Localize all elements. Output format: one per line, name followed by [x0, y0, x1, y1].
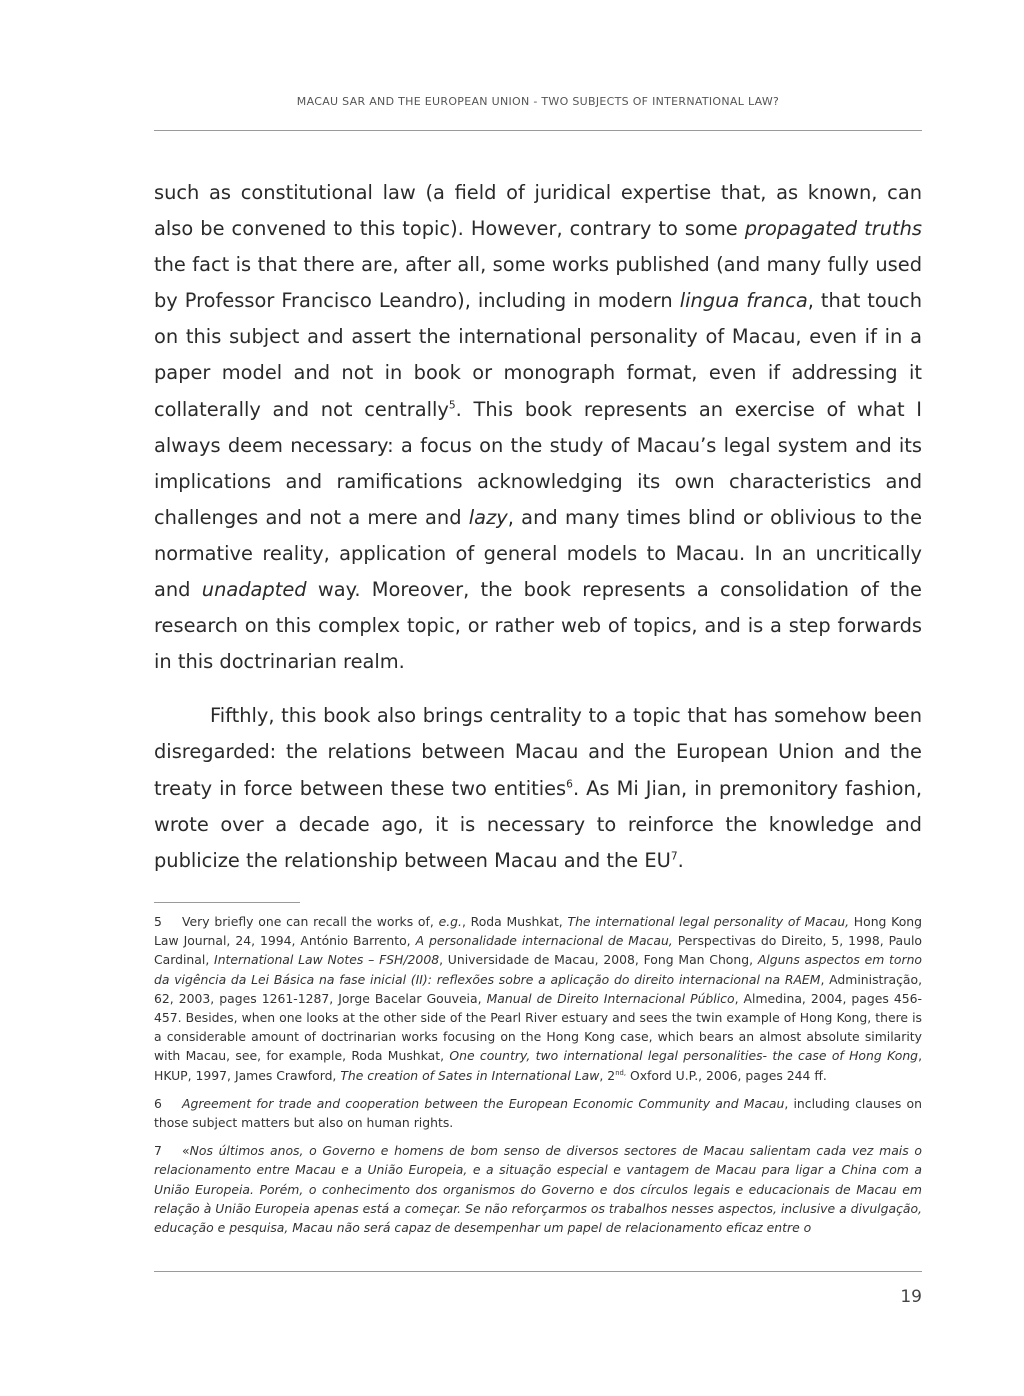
italic-text: Alguns aspectos em torno da vigência da Lei Básica na fase inicial (II): reflexões sobre a aplicação do direito internacional na RAEM: [154, 952, 923, 987]
main-text: [154, 175, 922, 879]
footnote-ref: 7: [670, 849, 678, 863]
text-run: Hong Kong Law Journal, 24, 1994, António Barrento,: [154, 914, 922, 949]
text-run: , Administração, 62, 2003, pages 1261-1287, Jorge Bacelar Gouveia,: [154, 971, 923, 1006]
italic-text: The creation of Sates in International Law: [340, 1067, 600, 1083]
italic-text: One country, two international legal personalities- the case of Hong Kong: [449, 1048, 919, 1064]
italic-text: Nos últimos anos, o Governo e homens de bom senso de diversos sectores de Macau salientam cada vez mais o relacionamento entre Macau e a União Europeia, e a situação especial e vantagem de Macau para ligar a China com a União Europeia. Porém, o conhecimento dos organismos do Governo e dos círculos legais e educacionais de Macau em relação à União Europeia apenas está a começar. Se não reforçarmos os trabalhos nesses aspectos, inclusive a divulgação, educação e pesquisa, Macau não será capaz de desempenhar um papel de relacionamento eficaz entre o: [154, 1143, 922, 1236]
footnote-separator: [154, 902, 300, 903]
italic-text: Manual de Direito Internacional Público: [486, 990, 735, 1006]
text-run: way. Moreover, the book represents a consolidation of the research on this complex topic, or rather web of topics, and is a step forwards in this doctrinarian realm.: [154, 578, 922, 674]
text-run: , including clauses on those subject matters but also on human rights.: [154, 1095, 922, 1131]
text-run: , that touch on this subject and assert the international personality of Macau, even if in a paper model and not in book or monograph format, even if addressing it collaterally and not centrally: [154, 289, 922, 421]
text-run: , Universidade de Macau, 2008, Fong Man Chong,: [439, 952, 758, 968]
footnote-5: [154, 912, 922, 1085]
footnote-number: 7: [154, 1143, 162, 1159]
italic-text: e.g.: [438, 914, 462, 929]
running-header: MACAU SAR AND THE EUROPEAN UNION - TWO SUBJECTS OF INTERNATIONAL LAW?: [296, 95, 780, 108]
text-run: Perspectivas do Direito, 5, 1998, Paulo Cardinal,: [154, 933, 922, 968]
text-run: Oxford U.P., 2006, pages 244 ff.: [626, 1067, 827, 1083]
text-run: «: [182, 1143, 190, 1159]
footnote-number: 5: [154, 914, 162, 929]
text-run: . This book represents an exercise of what I always deem necessary: a focus on the study of Macau’s legal system and its implications and ramifications acknowledging its own characteristics and challenges and not a mere and: [154, 397, 922, 529]
italic-text: A personalidade internacional de Macau,: [415, 933, 673, 949]
italic-text: International Law Notes – FSH/2008: [214, 952, 440, 968]
footnotes: [154, 912, 922, 1237]
italic-text: The international legal personality of Macau,: [567, 914, 850, 929]
footnote-ref: 5: [448, 398, 456, 412]
body-paragraph-2: [154, 698, 922, 878]
page-number: 19: [900, 1287, 922, 1307]
italic-text: lingua franca: [679, 289, 808, 313]
text-run: Very briefly one can recall the works of,: [182, 914, 439, 929]
body-paragraph-1: [154, 175, 922, 680]
footnote-6: [154, 1094, 922, 1132]
text-run: , 2: [599, 1067, 616, 1083]
text-run: .: [677, 848, 684, 872]
text-run: such as constitutional law (a field of juridical expertise that, as known, can also be convened to this topic). However, contrary to some: [154, 181, 922, 241]
footnote-ref: nd,: [615, 1068, 626, 1077]
footnote-number: 6: [154, 1095, 162, 1111]
text-run: , HKUP, 1997, James Crawford,: [154, 1048, 923, 1083]
text-run: , Almedina, 2004, pages 456-457. Besides, when one looks at the other side of the Pearl River estuary and sees the twin example of Hong Kong, there is a considerable amount of doctrinarian works focusing on the Hong Kong case, which bears an almost absolute similarity with Macau, see, for example, Roda Mushkat,: [154, 990, 922, 1064]
footer-rule: [154, 1271, 922, 1272]
italic-text: Agreement for trade and cooperation between the European Economic Community and Macau: [182, 1095, 785, 1111]
text-run: the fact is that there are, after all, some works published (and many fully used by Professor Francisco Leandro), including in modern: [154, 253, 922, 313]
italic-text: lazy: [468, 505, 508, 529]
header-rule: [154, 130, 922, 131]
italic-text: propagated truths: [744, 217, 922, 241]
footnote-ref: 6: [566, 777, 573, 791]
footnote-text: [154, 1096, 922, 1130]
footnote-text: [154, 914, 922, 1083]
text-run: , Roda Mushkat,: [461, 914, 568, 929]
text-run: , and many times blind or oblivious to the normative reality, application of general models to Macau. In an uncritically and: [154, 505, 922, 602]
footnote-text: [154, 1143, 922, 1235]
footnote-7: [154, 1141, 922, 1237]
text-run: . As Mi Jian, in premonitory fashion, wrote over a decade ago, it is necessary to reinforce the knowledge and publicize the relationship between Macau and the EU: [154, 776, 922, 872]
italic-text: unadapted: [201, 578, 307, 602]
text-run: Fifthly, this book also brings centrality to a topic that has somehow been disregarded: the relations between Macau and the European Union and the treaty in force between these two entities: [154, 704, 922, 800]
